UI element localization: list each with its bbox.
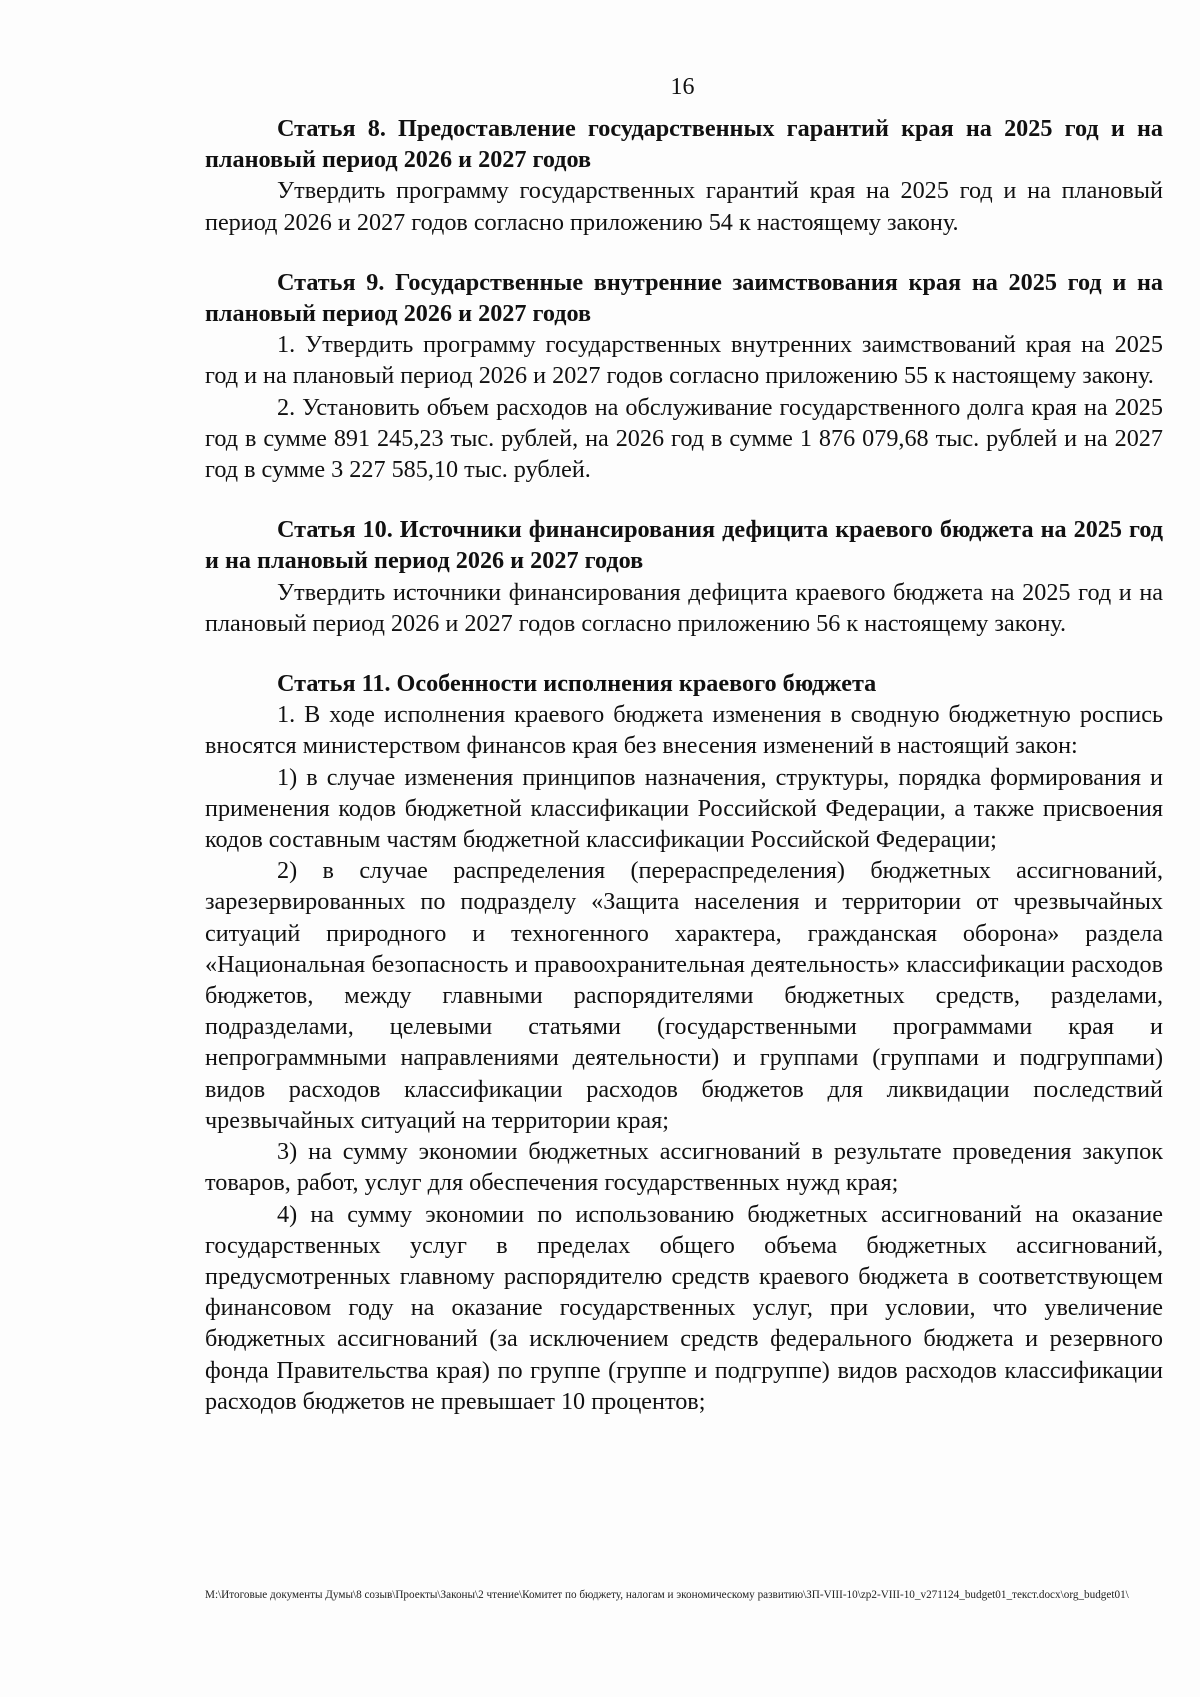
article-8 [205,113,1163,238]
article-9 [205,267,1163,485]
article-11 [205,668,1163,1417]
article-11-item-2: 2) в случае распределения (перераспределения) бюджетных ассигнований, зарезервированных по подразделу «Защита населения и территории от чрезвычайных ситуаций природного и техногенного характера, гражданская оборона» раздела «Национальная безопасность и правоохранительная деятельность» классификации расходов бюджетов, между главными распорядителями бюджетных средств, разделами, подразделами, целевыми статьями (государственными программами края и непрограммными направлениями деятельности) и группами (группами и подгруппами) видов расходов классификации расходов бюджетов для ликвидации последствий чрезвычайных ситуаций на территории края; [205,857,1163,1134]
article-10 [205,514,1163,639]
article-11-item-4: 4) на сумму экономии по использованию бюджетных ассигнований на оказание государственных услуг в пределах общего объема бюджетных ассигнований, предусмотренных главному распорядителю средств краевого бюджета в соответствующем финансовом году на оказание государственных услуг, при условии, что увеличение бюджетных ассигнований (за исключением средств федерального бюджета и резервного фонда Правительства края) по группе (группе и подгруппе) видов расходов классификации расходов бюджетов не превышает 10 процентов; [205,1200,1163,1415]
article-9-paragraph-1: 1. Утвердить программу государственных внутренних заимствований края на 2025 год и на плановый период 2026 и 2027 годов согласно приложению 55 к настоящему закону. [205,331,1163,390]
article-8-title: Статья 8. Предоставление государственных гарантий края на 2025 год и на плановый период 2026 и 2027 годов [205,115,1163,174]
article-11-item-3: 3) на сумму экономии бюджетных ассигнований в результате проведения закупок товаров, работ, услуг для обеспечения государственных нужд края; [205,1138,1163,1197]
article-11-title: Статья 11. Особенности исполнения краевого бюджета [277,670,877,698]
article-9-paragraph-2: 2. Установить объем расходов на обслуживание государственного долга края на 2025 год в сумме 891 245,23 тыс. рублей, на 2026 год в сумме 1 876 079,68 тыс. рублей и на 2027 год в сумме 3 227 585,10 тыс. рублей. [205,393,1163,484]
article-11-paragraph-1: 1. В ходе исполнения краевого бюджета изменения в сводную бюджетную роспись вносятся министерством финансов края без внесения изменений в настоящий закон: [205,701,1163,760]
document-body [205,113,1163,1446]
article-9-title: Статья 9. Государственные внутренние заимствования края на 2025 год и на плановый период 2026 и 2027 годов [205,268,1163,328]
article-10-paragraph-1: Утвердить источники финансирования дефицита краевого бюджета на 2025 год и на плановый период 2026 и 2027 годов согласно приложению 56 к настоящему закону. [205,578,1163,637]
article-11-item-1: 1) в случае изменения принципов назначения, структуры, порядка формирования и применения кодов бюджетной классификации Российской Федерации, а также присвоения кодов составным частям бюджетной классификации Российской Федерации; [205,763,1163,854]
article-8-paragraph-1: Утвердить программу государственных гарантий края на 2025 год и на плановый период 2026 и 2027 годов согласно приложению 54 к настоящему закону. [205,177,1163,236]
article-10-title: Статья 10. Источники финансирования дефицита краевого бюджета на 2025 год и на плановый период 2026 и 2027 годов [205,516,1163,575]
file-path-footer: M:\Итоговые документы Думы\8 созыв\Проекты\Законы\2 чтение\Комитет по бюджету, налогам и экономическому развитию\ЗП-VIII-10\zp2-VIII-10_v271124_budget01_текст.docx\org_budget01\ [205,1589,1129,1601]
page-number: 16 [670,74,695,100]
